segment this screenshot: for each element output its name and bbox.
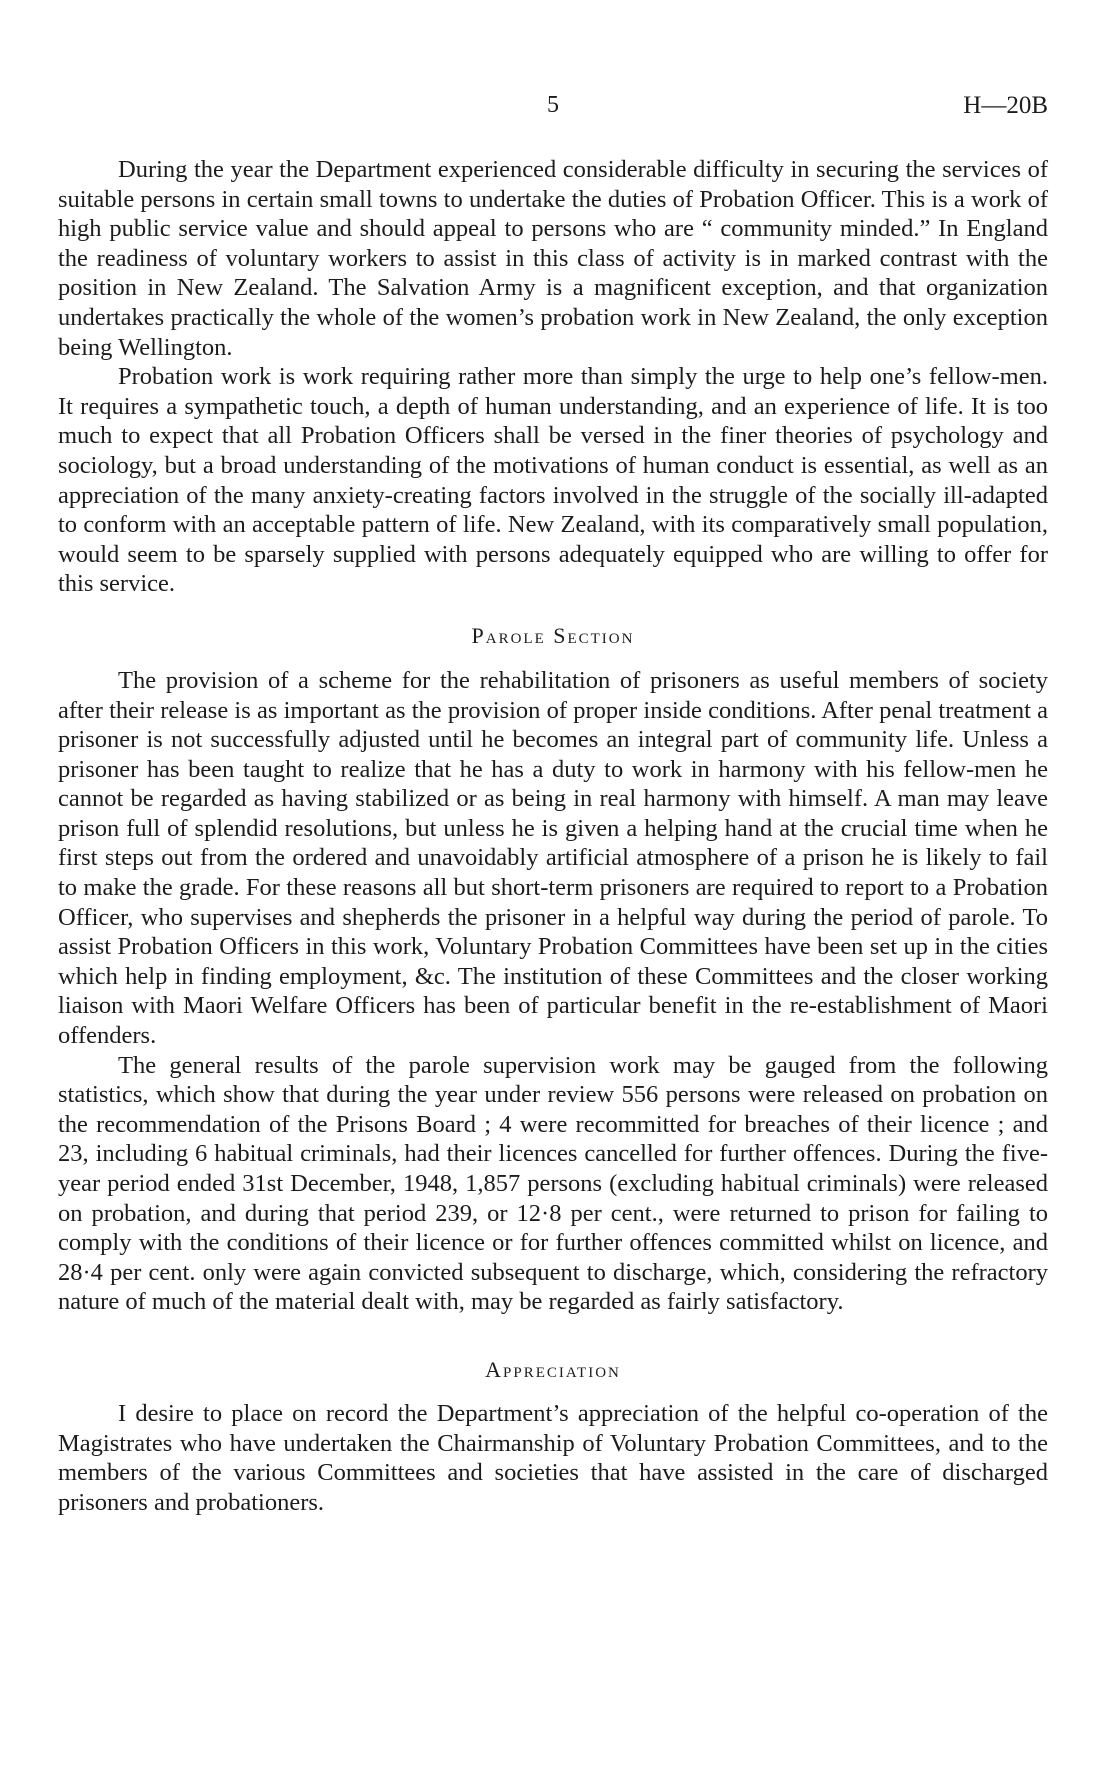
page-header [58,92,1048,128]
paragraph: The provision of a scheme for the rehabilitation of prisoners as useful members of society after their release is as important as the provision of proper inside conditions. After penal treatment a prisoner is not successfully adjusted until he becomes an integral part of community life. Unless a prisoner has been taught to realize that he has a duty to work in harmony with his fellow-men he cannot be regarded as having stabilized or as being in real harmony with himself. A man may leave prison full of splendid resolutions, but unless he is given a helping hand at the crucial time when he first steps out from the ordered and unavoidably artificial atmosphere of a prison he is likely to fail to make the grade. For these reasons all but short-term prisoners are required to report to a Probation Officer, who supervises and shepherds the prisoner in a helpful way during the period of parole. To assist Probation Officers in this work, Voluntary Probation Committees have been set up in the cities which help in finding employment, &c. The institution of these Committees and the closer working liaison with Maori Welfare Officers has been of particular benefit in the re-establishment of Maori offenders. [58,666,1048,1050]
page-number: 5 [547,92,559,118]
body-text [58,155,1048,1517]
section-heading-appreciation: Appreciation [485,1356,621,1382]
document-reference: H—20B [963,92,1048,119]
paragraph: During the year the Department experienced considerable difficulty in securing the services of suitable persons in certain small towns to undertake the duties of Probation Officer. This is a work of high public service value and should appeal to persons who are “ community minded.” In England the readiness of voluntary workers to assist in this class of activity is in marked contrast with the position in New Zealand. The Salvation Army is a magnificent exception, and that organization undertakes practically the whole of the women’s probation work in New Zealand, the only exception being Wellington. [58,156,1048,361]
paragraph: The general results of the parole supervision work may be gauged from the following statistics, which show that during the year under review 556 persons were released on probation on the recommendation of the Prisons Board ; 4 were recommitted for breaches of their licence ; and 23, including 6 habitual criminals, had their licences cancelled for further offences. During the five-year period ended 31st December, 1948, 1,857 persons (excluding habitual criminals) were released on probation, and during that period 239, or 12·8 per cent., were returned to prison for failing to comply with the conditions of their licence or for further offences committed whilst on licence, and 28·4 per cent. only were again convicted subsequent to discharge, which, considering the refractory nature of much of the material dealt with, may be regarded as fairly satisfactory. [58,1051,1048,1316]
paragraph: Probation work is work requiring rather more than simply the urge to help one’s fellow-men. It requires a sympathetic touch, a depth of human understanding, and an experience of life. It is too much to expect that all Probation Officers shall be versed in the finer theories of psychology and sociology, but a broad understanding of the motivations of human conduct is essential, as well as an appreciation of the many anxiety-creating factors involved in the struggle of the socially ill-adapted to conform with an acceptable pattern of life. New Zealand, with its comparatively small population, would seem to be sparsely supplied with persons adequately equipped who are willing to offer for this service. [58,363,1048,598]
paragraph: I desire to place on record the Department’s appreciation of the helpful co-operation of the Magistrates who have undertaken the Chairmanship of Voluntary Probation Committees, and to the members of the various Committees and societies that have assisted in the care of discharged prisoners and probationers. [58,1399,1048,1516]
section-heading-parole: Parole Section [471,622,635,648]
